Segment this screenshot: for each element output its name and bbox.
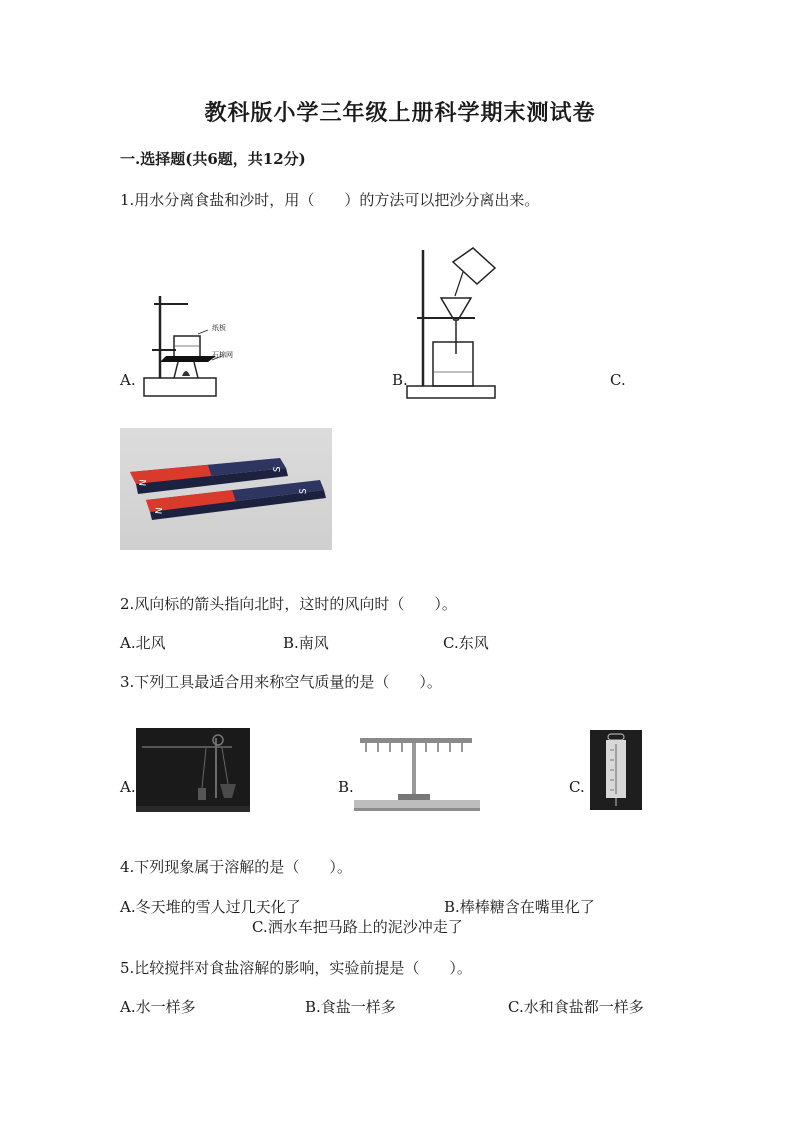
q5-option-b[interactable]: B.食盐一样多 — [305, 998, 396, 1016]
magnet-2-s-label: S — [298, 488, 310, 495]
q1-option-a-label[interactable]: A. — [120, 371, 136, 389]
magnet-1-n-label: N — [138, 479, 150, 487]
q1-option-c-label[interactable]: C. — [610, 371, 626, 389]
q2-option-c[interactable]: C.东风 — [443, 634, 489, 652]
fig-label-asbestos-net: 石棉网 — [212, 351, 233, 359]
q3-option-a-label[interactable]: A. — [120, 778, 136, 796]
question-1-text: 1.用水分离食盐和沙时，用（ ）的方法可以把沙分离出来。 — [120, 191, 540, 209]
section-heading: 一.选择题(共6题，共12分) — [120, 150, 306, 168]
q4-option-b[interactable]: B.棒棒糖含在嘴里化了 — [444, 898, 595, 916]
question-3-text: 3.下列工具最适合用来称空气质量的是（ ）。 — [120, 673, 442, 691]
q4-option-c[interactable]: C.洒水车把马路上的泥沙冲走了 — [252, 918, 463, 936]
q5-option-a[interactable]: A.水一样多 — [120, 998, 196, 1016]
balance-scale-photo — [136, 728, 250, 812]
q4-option-a[interactable]: A.冬天堆的雪人过几天化了 — [120, 898, 301, 916]
q3-option-c-label[interactable]: C. — [569, 778, 585, 796]
filtration-apparatus-figure — [405, 242, 505, 400]
q2-option-b[interactable]: B.南风 — [283, 634, 329, 652]
q5-option-c[interactable]: C.水和食盐都一样多 — [508, 998, 644, 1016]
evaporation-apparatus-figure — [138, 290, 228, 402]
q1-option-b-label[interactable]: B. — [392, 371, 408, 389]
question-2-text: 2.风向标的箭头指向北时，这时的风向时（ ）。 — [120, 595, 457, 613]
question-4-text: 4.下列现象属于溶解的是（ ）。 — [120, 858, 352, 876]
magnet-2-n-label: N — [154, 507, 166, 515]
lever-ruler-photo — [354, 734, 480, 814]
spring-scale-photo — [590, 730, 642, 810]
q3-option-b-label[interactable]: B. — [338, 778, 354, 796]
page-title: 教科版小学三年级上册科学期末测试卷 — [204, 100, 596, 126]
q2-option-a[interactable]: A.北风 — [120, 634, 166, 652]
fig-label-paperboard: 纸板 — [212, 324, 226, 332]
question-5-text: 5.比较搅拌对食盐溶解的影响，实验前提是（ ）。 — [120, 959, 472, 977]
bar-magnets-photo — [120, 428, 332, 550]
magnet-1-s-label: S — [272, 466, 284, 473]
